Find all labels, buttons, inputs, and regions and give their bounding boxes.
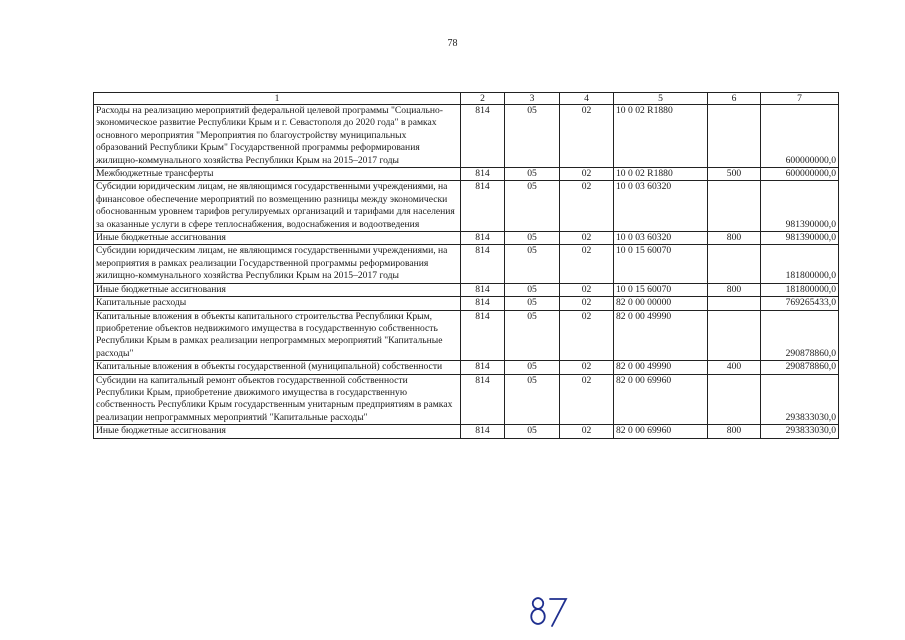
row-grbs-cell: 814 — [461, 297, 505, 310]
row-target-article-cell: 82 0 00 00000 — [614, 297, 708, 310]
row-name-cell: Иные бюджетные ассигнования — [94, 283, 461, 296]
row-grbs-cell: 814 — [461, 105, 505, 168]
row-section-cell: 05 — [505, 310, 560, 361]
row-amount-cell: 769265433,0 — [761, 297, 839, 310]
row-subsection-cell: 02 — [560, 232, 614, 245]
row-grbs-cell: 814 — [461, 168, 505, 181]
row-name-cell: Субсидии юридическим лицам, не являющимся государственными учреждениями, на финансовое обеспечение мероприятий по возмещению разницы между экономически обоснованным уровнем тарифов регулируемых организаций и тарифами для населения за оказанные услуги в сфере теплоснабжения, водоснабжения и водоотведения — [94, 181, 461, 232]
row-subsection-cell: 02 — [560, 168, 614, 181]
row-target-article-cell: 10 0 15 60070 — [614, 245, 708, 283]
row-amount-cell: 290878860,0 — [761, 310, 839, 361]
row-name-cell: Капитальные вложения в объекты капитального строительства Республики Крым, приобретение объектов недвижимого имущества в государственную собственность Республики Крым в рамках реализации непрограммных мероприятий "Капитальные расходы" — [94, 310, 461, 361]
table-row — [94, 232, 839, 245]
row-grbs-cell: 814 — [461, 283, 505, 296]
row-name-cell: Иные бюджетные ассигнования — [94, 425, 461, 438]
row-target-article-cell: 82 0 00 69960 — [614, 374, 708, 425]
row-expense-type-cell — [708, 297, 761, 310]
column-header-6: 6 — [708, 93, 761, 105]
row-target-article-cell: 10 0 02 R1880 — [614, 168, 708, 181]
table-row — [94, 361, 839, 374]
column-header-2: 2 — [461, 93, 505, 105]
row-section-cell: 05 — [505, 283, 560, 296]
row-section-cell: 05 — [505, 245, 560, 283]
row-amount-cell: 981390000,0 — [761, 181, 839, 232]
budget-table — [93, 92, 839, 439]
table-row — [94, 374, 839, 425]
table-row — [94, 283, 839, 296]
row-expense-type-cell: 800 — [708, 283, 761, 296]
row-expense-type-cell: 400 — [708, 361, 761, 374]
row-subsection-cell: 02 — [560, 181, 614, 232]
row-target-article-cell: 10 0 03 60320 — [614, 181, 708, 232]
row-expense-type-cell — [708, 245, 761, 283]
row-name-cell: Иные бюджетные ассигнования — [94, 232, 461, 245]
row-section-cell: 05 — [505, 297, 560, 310]
row-subsection-cell: 02 — [560, 374, 614, 425]
column-header-1: 1 — [94, 93, 461, 105]
table-body — [94, 105, 839, 439]
table-row — [94, 181, 839, 232]
column-header-4: 4 — [560, 93, 614, 105]
row-amount-cell: 600000000,0 — [761, 168, 839, 181]
row-target-article-cell: 10 0 15 60070 — [614, 283, 708, 296]
row-target-article-cell: 82 0 00 69960 — [614, 425, 708, 438]
row-subsection-cell: 02 — [560, 297, 614, 310]
row-amount-cell: 181800000,0 — [761, 245, 839, 283]
row-expense-type-cell — [708, 310, 761, 361]
row-name-cell: Расходы на реализацию мероприятий федеральной целевой программы "Социально-экономическое развитие Республики Крым и г. Севастополя до 2020 года" в рамках основного мероприятия "Мероприятия по благоустройству муниципальных образований Республики Крым" Государственной программы реформирования жилищно-коммунального хозяйства Республики Крым на 2015–2017 годы — [94, 105, 461, 168]
row-name-cell: Субсидии юридическим лицам, не являющимся государственными учреждениями, на мероприятия в рамках реализации Государственной программы реформирования жилищно-коммунального хозяйства Республики Крым на 2015–2017 годы — [94, 245, 461, 283]
column-header-5: 5 — [614, 93, 708, 105]
column-header-3: 3 — [505, 93, 560, 105]
row-grbs-cell: 814 — [461, 181, 505, 232]
table-row — [94, 105, 839, 168]
row-subsection-cell: 02 — [560, 283, 614, 296]
row-grbs-cell: 814 — [461, 232, 505, 245]
row-expense-type-cell: 800 — [708, 425, 761, 438]
row-section-cell: 05 — [505, 181, 560, 232]
row-target-article-cell: 10 0 03 60320 — [614, 232, 708, 245]
row-target-article-cell: 82 0 00 49990 — [614, 361, 708, 374]
row-grbs-cell: 814 — [461, 245, 505, 283]
row-grbs-cell: 814 — [461, 425, 505, 438]
column-header-7: 7 — [761, 93, 839, 105]
row-amount-cell: 981390000,0 — [761, 232, 839, 245]
row-section-cell: 05 — [505, 232, 560, 245]
row-subsection-cell: 02 — [560, 105, 614, 168]
row-section-cell: 05 — [505, 168, 560, 181]
header-row — [94, 93, 839, 105]
row-amount-cell: 181800000,0 — [761, 283, 839, 296]
row-grbs-cell: 814 — [461, 361, 505, 374]
row-target-article-cell: 10 0 02 R1880 — [614, 105, 708, 168]
row-section-cell: 05 — [505, 425, 560, 438]
page-number: 78 — [447, 38, 458, 49]
row-expense-type-cell — [708, 105, 761, 168]
row-name-cell: Капитальные расходы — [94, 297, 461, 310]
row-name-cell: Субсидии на капитальный ремонт объектов государственной собственности Республики Крым, приобретение движимого имущества в государственную собственность Республики Крым государственным унитарным предприятиям в рамках реализации непрограммных мероприятий "Капитальные расходы" — [94, 374, 461, 425]
row-section-cell: 05 — [505, 105, 560, 168]
row-subsection-cell: 02 — [560, 310, 614, 361]
row-name-cell: Межбюджетные трансферты — [94, 168, 461, 181]
row-amount-cell: 600000000,0 — [761, 105, 839, 168]
row-amount-cell: 293833030,0 — [761, 374, 839, 425]
table-row — [94, 425, 839, 438]
row-grbs-cell: 814 — [461, 374, 505, 425]
row-amount-cell: 290878860,0 — [761, 361, 839, 374]
table-row — [94, 245, 839, 283]
table-row — [94, 310, 839, 361]
row-section-cell: 05 — [505, 374, 560, 425]
row-target-article-cell: 82 0 00 49990 — [614, 310, 708, 361]
row-grbs-cell: 814 — [461, 310, 505, 361]
table-row — [94, 168, 839, 181]
row-expense-type-cell: 500 — [708, 168, 761, 181]
table-row — [94, 297, 839, 310]
row-expense-type-cell: 800 — [708, 232, 761, 245]
row-section-cell: 05 — [505, 361, 560, 374]
row-subsection-cell: 02 — [560, 245, 614, 283]
row-expense-type-cell — [708, 374, 761, 425]
row-expense-type-cell — [708, 181, 761, 232]
row-subsection-cell: 02 — [560, 361, 614, 374]
row-subsection-cell: 02 — [560, 425, 614, 438]
row-amount-cell: 293833030,0 — [761, 425, 839, 438]
handwritten-page-number — [528, 594, 578, 628]
row-name-cell: Капитальные вложения в объекты государственной (муниципальной) собственности — [94, 361, 461, 374]
